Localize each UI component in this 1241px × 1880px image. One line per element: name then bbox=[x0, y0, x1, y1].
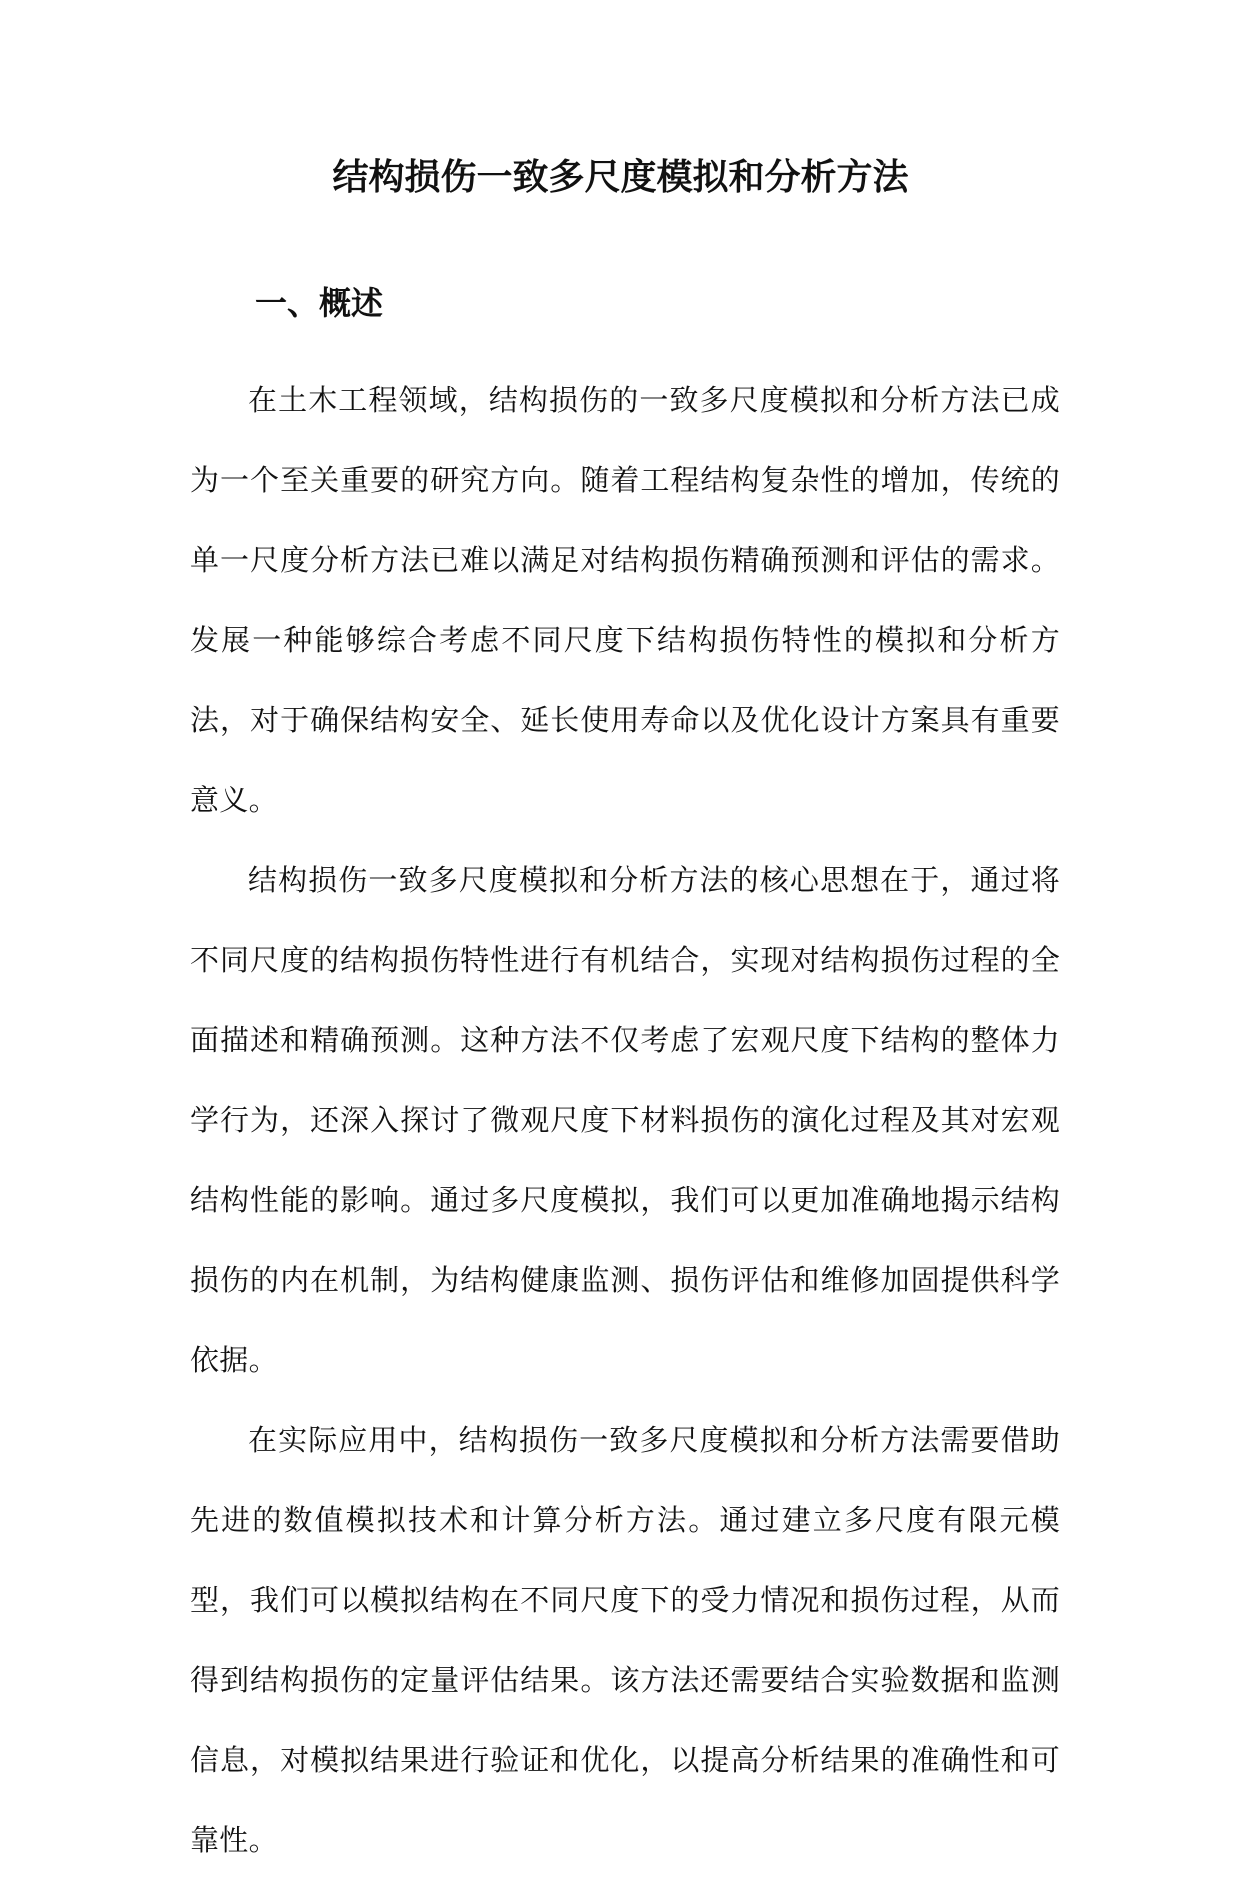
paragraph-1: 在土木工程领域，结构损伤的一致多尺度模拟和分析方法已成为一个至关重要的研究方向。随着工程结构复杂性的增加，传统的单一尺度分析方法已难以满足对结构损伤精确预测和评估的需求。发展一种能够综合考虑不同尺度下结构损伤特性的模拟和分析方法，对于确保结构安全、延长使用寿命以及优化设计方案具有重要意义。 bbox=[190, 383, 1060, 817]
section-heading: 一、概述 bbox=[255, 284, 384, 322]
paragraph-3: 在实际应用中，结构损伤一致多尺度模拟和分析方法需要借助先进的数值模拟技术和计算分析方法。通过建立多尺度有限元模型，我们可以模拟结构在不同尺度下的受力情况和损伤过程，从而得到结构损伤的定量评估结果。该方法还需要结合实验数据和监测信息，对模拟结果进行验证和优化，以提高分析结果的准确性和可靠性。 bbox=[190, 1423, 1060, 1857]
document-body bbox=[190, 360, 1060, 1880]
paragraph-2: 结构损伤一致多尺度模拟和分析方法的核心思想在于，通过将不同尺度的结构损伤特性进行有机结合，实现对结构损伤过程的全面描述和精确预测。这种方法不仅考虑了宏观尺度下结构的整体力学行为，还深入探讨了微观尺度下材料损伤的演化过程及其对宏观结构性能的影响。通过多尺度模拟，我们可以更加准确地揭示结构损伤的内在机制，为结构健康监测、损伤评估和维修加固提供科学依据。 bbox=[190, 863, 1060, 1377]
document-title: 结构损伤一致多尺度模拟和分析方法 bbox=[332, 156, 909, 198]
